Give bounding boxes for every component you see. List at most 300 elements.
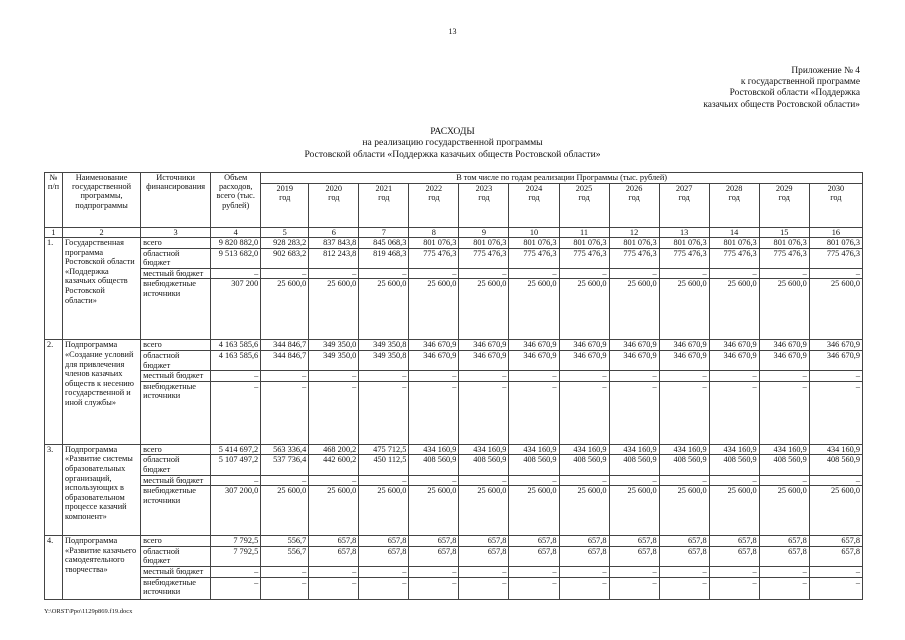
year-amount: 657,8 bbox=[559, 536, 609, 547]
year-amount: 775 476,3 bbox=[809, 248, 862, 268]
year-amount: 25 600,0 bbox=[509, 486, 559, 536]
header-year-value: 2030 bbox=[827, 184, 845, 193]
year-amount: 25 600,0 bbox=[559, 486, 609, 536]
year-amount: 775 476,3 bbox=[409, 248, 459, 268]
year-amount: – bbox=[459, 577, 509, 599]
year-amount: 346 670,9 bbox=[609, 350, 659, 370]
funding-source: местный бюджет bbox=[141, 475, 211, 486]
year-amount: 657,8 bbox=[409, 536, 459, 547]
year-amount: 344 846,7 bbox=[261, 340, 309, 351]
year-amount: 346 670,9 bbox=[559, 340, 609, 351]
year-amount: 657,8 bbox=[559, 546, 609, 566]
year-amount: – bbox=[809, 577, 862, 599]
year-amount: 902 683,2 bbox=[261, 248, 309, 268]
total-amount: 9 820 882,0 bbox=[211, 238, 261, 249]
year-amount: – bbox=[659, 566, 709, 577]
funding-source: областной бюджет bbox=[141, 455, 211, 475]
year-amount: – bbox=[309, 381, 359, 444]
year-amount: – bbox=[659, 371, 709, 382]
column-number: 5 bbox=[261, 228, 309, 238]
year-amount: – bbox=[559, 268, 609, 279]
year-amount: – bbox=[559, 371, 609, 382]
funding-source: областной бюджет bbox=[141, 350, 211, 370]
year-amount: – bbox=[659, 268, 709, 279]
header-year-value: 2026 bbox=[625, 184, 643, 193]
year-amount: – bbox=[359, 371, 409, 382]
year-amount: – bbox=[809, 475, 862, 486]
year-amount: 801 076,3 bbox=[759, 238, 809, 249]
program-name: Подпрограмма «Развитие системы образовательных организаций, использующих в образовательном процессе казачий компонент» bbox=[63, 444, 141, 535]
program-name: Государственная программа Ростовской области «Поддержка казачьих обществ Ростовской области» bbox=[63, 238, 141, 340]
header-year-suffix: год bbox=[628, 193, 640, 203]
column-number: 9 bbox=[459, 228, 509, 238]
total-amount: 4 163 585,6 bbox=[211, 340, 261, 351]
year-amount: – bbox=[709, 577, 759, 599]
year-amount: – bbox=[609, 371, 659, 382]
year-amount: 346 670,9 bbox=[809, 340, 862, 351]
year-amount: – bbox=[809, 371, 862, 382]
year-amount: 349 350,8 bbox=[359, 350, 409, 370]
year-amount: 657,8 bbox=[609, 546, 659, 566]
year-amount: 657,8 bbox=[509, 536, 559, 547]
column-number: 12 bbox=[609, 228, 659, 238]
year-amount: 25 600,0 bbox=[759, 486, 809, 536]
year-amount: 775 476,3 bbox=[609, 248, 659, 268]
table-row bbox=[45, 371, 863, 382]
funding-source: областной бюджет bbox=[141, 546, 211, 566]
year-amount: 346 670,9 bbox=[509, 350, 559, 370]
year-amount: – bbox=[409, 475, 459, 486]
header-by-year: В том числе по годам реализации Программы (тыс. рублей) bbox=[261, 173, 863, 184]
year-amount: – bbox=[409, 577, 459, 599]
funding-source: местный бюджет bbox=[141, 566, 211, 577]
year-amount: – bbox=[709, 566, 759, 577]
program-index: 2. bbox=[45, 340, 63, 444]
table-row bbox=[45, 248, 863, 268]
header-year bbox=[809, 184, 862, 228]
table-row bbox=[45, 546, 863, 566]
table-row bbox=[45, 381, 863, 444]
total-amount: 9 513 682,0 bbox=[211, 248, 261, 268]
year-amount: 434 160,9 bbox=[809, 444, 862, 455]
year-amount: – bbox=[459, 475, 509, 486]
year-amount: 775 476,3 bbox=[559, 248, 609, 268]
header-year-value: 2023 bbox=[475, 184, 493, 193]
header-year-value: 2025 bbox=[575, 184, 593, 193]
year-amount: 25 600,0 bbox=[359, 486, 409, 536]
year-amount: 25 600,0 bbox=[359, 279, 409, 340]
total-amount: 5 414 697,2 bbox=[211, 444, 261, 455]
year-amount: – bbox=[261, 475, 309, 486]
column-number: 14 bbox=[709, 228, 759, 238]
year-amount: 801 076,3 bbox=[809, 238, 862, 249]
year-amount: – bbox=[509, 566, 559, 577]
column-number: 10 bbox=[509, 228, 559, 238]
header-year bbox=[659, 184, 709, 228]
program-index: 4. bbox=[45, 536, 63, 599]
year-amount: – bbox=[359, 475, 409, 486]
year-amount: 537 736,4 bbox=[261, 455, 309, 475]
year-amount: – bbox=[261, 371, 309, 382]
year-amount: 657,8 bbox=[659, 546, 709, 566]
header-year-value: 2029 bbox=[775, 184, 793, 193]
year-amount: – bbox=[409, 268, 459, 279]
header-source: Источники финансирования bbox=[141, 173, 211, 228]
year-amount: 657,8 bbox=[309, 546, 359, 566]
header-year-suffix: год bbox=[478, 193, 490, 203]
header-name: Наименование государственной программы, подпрограммы bbox=[63, 173, 141, 228]
table-row bbox=[45, 475, 863, 486]
year-amount: 408 560,9 bbox=[609, 455, 659, 475]
year-amount: – bbox=[309, 566, 359, 577]
column-number: 13 bbox=[659, 228, 709, 238]
year-amount: – bbox=[709, 475, 759, 486]
year-amount: 408 560,9 bbox=[459, 455, 509, 475]
year-amount: 434 160,9 bbox=[409, 444, 459, 455]
table-row bbox=[45, 238, 863, 249]
year-amount: 25 600,0 bbox=[459, 486, 509, 536]
header-year-suffix: год bbox=[528, 193, 540, 203]
year-amount: – bbox=[659, 381, 709, 444]
header-year-value: 2022 bbox=[425, 184, 443, 193]
year-amount: 25 600,0 bbox=[659, 279, 709, 340]
year-amount: 25 600,0 bbox=[709, 279, 759, 340]
year-amount: 25 600,0 bbox=[759, 279, 809, 340]
funding-source: местный бюджет bbox=[141, 268, 211, 279]
year-amount: 801 076,3 bbox=[659, 238, 709, 249]
year-amount: 801 076,3 bbox=[409, 238, 459, 249]
year-amount: 657,8 bbox=[359, 546, 409, 566]
year-amount: – bbox=[261, 577, 309, 599]
year-amount: 657,8 bbox=[809, 536, 862, 547]
year-amount: – bbox=[759, 475, 809, 486]
total-amount: 307 200,0 bbox=[211, 486, 261, 536]
year-amount: 475 712,5 bbox=[359, 444, 409, 455]
year-amount: – bbox=[559, 577, 609, 599]
year-amount: 775 476,3 bbox=[759, 248, 809, 268]
year-amount: 25 600,0 bbox=[509, 279, 559, 340]
funding-source: внебюджетные источники bbox=[141, 279, 211, 340]
year-amount: 25 600,0 bbox=[709, 486, 759, 536]
total-amount: – bbox=[211, 475, 261, 486]
year-amount: 657,8 bbox=[459, 546, 509, 566]
year-amount: 556,7 bbox=[261, 536, 309, 547]
column-number: 6 bbox=[309, 228, 359, 238]
year-amount: 25 600,0 bbox=[809, 486, 862, 536]
total-amount: – bbox=[211, 381, 261, 444]
header-year-suffix: год bbox=[830, 193, 842, 203]
year-amount: – bbox=[559, 566, 609, 577]
year-amount: 346 670,9 bbox=[709, 350, 759, 370]
year-amount: – bbox=[509, 371, 559, 382]
year-amount: 346 670,9 bbox=[659, 340, 709, 351]
year-amount: – bbox=[759, 371, 809, 382]
year-amount: 657,8 bbox=[359, 536, 409, 547]
year-amount: 408 560,9 bbox=[509, 455, 559, 475]
year-amount: – bbox=[709, 268, 759, 279]
year-amount: – bbox=[261, 381, 309, 444]
year-amount: 25 600,0 bbox=[659, 486, 709, 536]
year-amount: 434 160,9 bbox=[509, 444, 559, 455]
header-year bbox=[309, 184, 359, 228]
year-amount: 349 350,8 bbox=[359, 340, 409, 351]
year-amount: 25 600,0 bbox=[609, 279, 659, 340]
header-year-value: 2020 bbox=[325, 184, 343, 193]
year-amount: 434 160,9 bbox=[659, 444, 709, 455]
appendix-heading bbox=[703, 66, 860, 111]
header-year bbox=[261, 184, 309, 228]
year-amount: – bbox=[809, 268, 862, 279]
year-amount: 434 160,9 bbox=[709, 444, 759, 455]
year-amount: 25 600,0 bbox=[309, 279, 359, 340]
year-amount: – bbox=[261, 268, 309, 279]
year-amount: – bbox=[759, 566, 809, 577]
year-amount: 346 670,9 bbox=[809, 350, 862, 370]
header-no: № п/п bbox=[45, 173, 63, 228]
year-amount: – bbox=[609, 577, 659, 599]
year-amount: – bbox=[409, 381, 459, 444]
total-amount: – bbox=[211, 577, 261, 599]
year-amount: 25 600,0 bbox=[261, 279, 309, 340]
year-amount: 346 670,9 bbox=[459, 340, 509, 351]
year-amount: 657,8 bbox=[809, 546, 862, 566]
year-amount: – bbox=[309, 577, 359, 599]
year-amount: 812 243,8 bbox=[309, 248, 359, 268]
year-amount: 775 476,3 bbox=[709, 248, 759, 268]
year-amount: – bbox=[759, 577, 809, 599]
year-amount: 434 160,9 bbox=[759, 444, 809, 455]
header-year-value: 2021 bbox=[375, 184, 393, 193]
year-amount: 657,8 bbox=[759, 536, 809, 547]
program-name: Подпрограмма «Развитие казачьего самодеятельного творчества» bbox=[63, 536, 141, 599]
total-amount: 7 792,5 bbox=[211, 536, 261, 547]
table-row bbox=[45, 279, 863, 340]
column-number: 11 bbox=[559, 228, 609, 238]
year-amount: 845 068,3 bbox=[359, 238, 409, 249]
year-amount: 346 670,9 bbox=[559, 350, 609, 370]
year-amount: – bbox=[709, 381, 759, 444]
column-number: 7 bbox=[359, 228, 409, 238]
funding-source: всего bbox=[141, 444, 211, 455]
year-amount: 408 560,9 bbox=[809, 455, 862, 475]
year-amount: 556,7 bbox=[261, 546, 309, 566]
year-amount: – bbox=[559, 381, 609, 444]
year-amount: – bbox=[559, 475, 609, 486]
year-amount: – bbox=[309, 371, 359, 382]
total-amount: – bbox=[211, 268, 261, 279]
total-amount: 4 163 585,6 bbox=[211, 350, 261, 370]
year-amount: – bbox=[759, 381, 809, 444]
year-amount: 346 670,9 bbox=[659, 350, 709, 370]
year-amount: 408 560,9 bbox=[709, 455, 759, 475]
header-year bbox=[509, 184, 559, 228]
year-amount: – bbox=[359, 381, 409, 444]
year-amount: 775 476,3 bbox=[459, 248, 509, 268]
year-amount: 657,8 bbox=[309, 536, 359, 547]
table-row bbox=[45, 577, 863, 599]
title-line: РАСХОДЫ bbox=[430, 126, 475, 137]
year-amount: – bbox=[659, 577, 709, 599]
year-amount: 25 600,0 bbox=[309, 486, 359, 536]
year-amount: 346 670,9 bbox=[459, 350, 509, 370]
year-amount: 408 560,9 bbox=[559, 455, 609, 475]
total-amount: 7 792,5 bbox=[211, 546, 261, 566]
year-amount: – bbox=[459, 381, 509, 444]
appendix-line: Ростовской области «Поддержка bbox=[729, 88, 860, 99]
year-amount: – bbox=[809, 566, 862, 577]
year-amount: 349 350,0 bbox=[309, 350, 359, 370]
funding-source: всего bbox=[141, 536, 211, 547]
year-amount: – bbox=[261, 566, 309, 577]
total-amount: – bbox=[211, 566, 261, 577]
year-amount: 657,8 bbox=[709, 546, 759, 566]
year-amount: 657,8 bbox=[709, 536, 759, 547]
year-amount: 837 843,8 bbox=[309, 238, 359, 249]
year-amount: 408 560,9 bbox=[409, 455, 459, 475]
year-amount: 346 670,9 bbox=[409, 340, 459, 351]
column-number: 16 bbox=[809, 228, 862, 238]
header-year-suffix: год bbox=[678, 193, 690, 203]
year-amount: – bbox=[659, 475, 709, 486]
header-year-value: 2028 bbox=[725, 184, 743, 193]
table-row bbox=[45, 536, 863, 547]
column-number: 3 bbox=[141, 228, 211, 238]
title-line: на реализацию государственной программы bbox=[362, 137, 543, 149]
year-amount: 346 670,9 bbox=[609, 340, 659, 351]
program-name: Подпрограмма «Создание условий для привлечения членов казачьих обществ к несению государственной и иной службы» bbox=[63, 340, 141, 444]
year-amount: – bbox=[609, 475, 659, 486]
table-row bbox=[45, 455, 863, 475]
header-year bbox=[759, 184, 809, 228]
funding-source: всего bbox=[141, 238, 211, 249]
year-amount: 801 076,3 bbox=[609, 238, 659, 249]
year-amount: 442 600,2 bbox=[309, 455, 359, 475]
funding-source: внебюджетные источники bbox=[141, 486, 211, 536]
year-amount: – bbox=[509, 381, 559, 444]
column-number: 4 bbox=[211, 228, 261, 238]
document-title bbox=[0, 126, 905, 160]
year-amount: 657,8 bbox=[509, 546, 559, 566]
year-amount: 563 336,4 bbox=[261, 444, 309, 455]
header-total: Объем расходов, всего (тыс. рублей) bbox=[211, 173, 261, 228]
funding-source: внебюджетные источники bbox=[141, 381, 211, 444]
year-amount: 801 076,3 bbox=[559, 238, 609, 249]
total-amount: 5 107 497,2 bbox=[211, 455, 261, 475]
year-amount: 346 670,9 bbox=[759, 340, 809, 351]
year-amount: – bbox=[609, 268, 659, 279]
column-number: 8 bbox=[409, 228, 459, 238]
year-amount: 25 600,0 bbox=[261, 486, 309, 536]
header-year bbox=[609, 184, 659, 228]
table-row bbox=[45, 268, 863, 279]
header-year-suffix: год bbox=[728, 193, 740, 203]
year-amount: 25 600,0 bbox=[459, 279, 509, 340]
year-amount: – bbox=[359, 566, 409, 577]
year-amount: – bbox=[409, 371, 459, 382]
year-amount: 434 160,9 bbox=[609, 444, 659, 455]
year-amount: – bbox=[459, 371, 509, 382]
header-year-value: 2024 bbox=[525, 184, 543, 193]
year-amount: – bbox=[609, 566, 659, 577]
year-amount: 25 600,0 bbox=[809, 279, 862, 340]
appendix-line: к государственной программе bbox=[740, 77, 860, 88]
header-year-suffix: год bbox=[378, 193, 390, 203]
year-amount: – bbox=[309, 268, 359, 279]
year-amount: 657,8 bbox=[759, 546, 809, 566]
year-amount: – bbox=[359, 577, 409, 599]
expenses-table bbox=[44, 172, 863, 600]
year-amount: – bbox=[709, 371, 759, 382]
year-amount: 25 600,0 bbox=[559, 279, 609, 340]
year-amount: 819 468,3 bbox=[359, 248, 409, 268]
total-amount: – bbox=[211, 371, 261, 382]
appendix-line: казачьих обществ Ростовской области» bbox=[703, 99, 860, 110]
header-year bbox=[359, 184, 409, 228]
year-amount: – bbox=[309, 475, 359, 486]
year-amount: 657,8 bbox=[409, 546, 459, 566]
header-year-value: 2019 bbox=[276, 184, 294, 193]
table-row bbox=[45, 566, 863, 577]
year-amount: 25 600,0 bbox=[409, 486, 459, 536]
year-amount: – bbox=[759, 268, 809, 279]
year-amount: 349 350,0 bbox=[309, 340, 359, 351]
year-amount: 657,8 bbox=[659, 536, 709, 547]
table-row bbox=[45, 350, 863, 370]
file-path-footer: Y:\ORST\Ppo\1129p869.f19.docx bbox=[44, 608, 133, 615]
header-year-suffix: год bbox=[578, 193, 590, 203]
year-amount: 25 600,0 bbox=[409, 279, 459, 340]
table-row bbox=[45, 340, 863, 351]
year-amount: 344 846,7 bbox=[261, 350, 309, 370]
header-year-suffix: год bbox=[328, 193, 340, 203]
header-year-suffix: год bbox=[428, 193, 440, 203]
header-year bbox=[559, 184, 609, 228]
year-amount: 346 670,9 bbox=[709, 340, 759, 351]
program-index: 1. bbox=[45, 238, 63, 340]
program-index: 3. bbox=[45, 444, 63, 535]
year-amount: 657,8 bbox=[609, 536, 659, 547]
header-year bbox=[709, 184, 759, 228]
year-amount: 408 560,9 bbox=[659, 455, 709, 475]
header-year bbox=[409, 184, 459, 228]
year-amount: – bbox=[509, 577, 559, 599]
total-amount: 307 200 bbox=[211, 279, 261, 340]
year-amount: 657,8 bbox=[459, 536, 509, 547]
year-amount: – bbox=[609, 381, 659, 444]
table-row bbox=[45, 444, 863, 455]
header-year-suffix: год bbox=[778, 193, 790, 203]
year-amount: – bbox=[509, 268, 559, 279]
column-number: 1 bbox=[45, 228, 63, 238]
header-year bbox=[459, 184, 509, 228]
year-amount: 801 076,3 bbox=[709, 238, 759, 249]
year-amount: 801 076,3 bbox=[459, 238, 509, 249]
column-number: 2 bbox=[63, 228, 141, 238]
column-number: 15 bbox=[759, 228, 809, 238]
year-amount: 434 160,9 bbox=[559, 444, 609, 455]
funding-source: областной бюджет bbox=[141, 248, 211, 268]
title-line: Ростовской области «Поддержка казачьих обществ Ростовской области» bbox=[304, 148, 601, 160]
year-amount: 775 476,3 bbox=[509, 248, 559, 268]
year-amount: 346 670,9 bbox=[509, 340, 559, 351]
year-amount: 775 476,3 bbox=[659, 248, 709, 268]
year-amount: – bbox=[409, 566, 459, 577]
year-amount: 346 670,9 bbox=[759, 350, 809, 370]
year-amount: 25 600,0 bbox=[609, 486, 659, 536]
header-year-suffix: год bbox=[279, 193, 291, 203]
funding-source: всего bbox=[141, 340, 211, 351]
header-year-value: 2027 bbox=[675, 184, 693, 193]
